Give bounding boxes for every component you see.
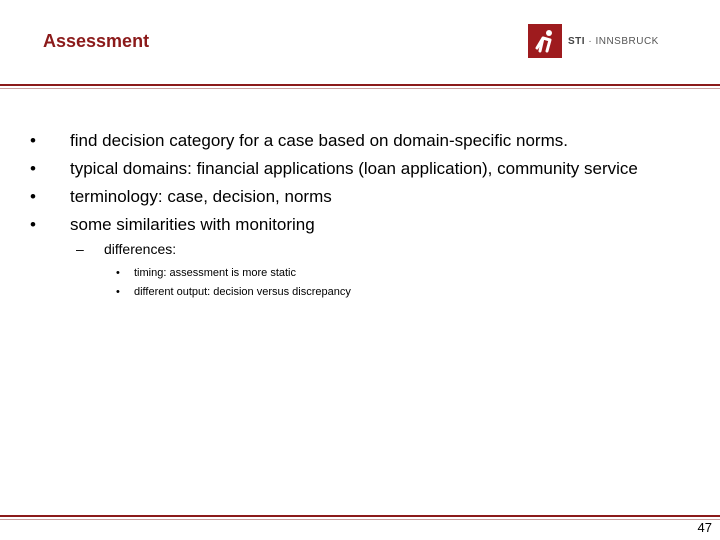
header-rule xyxy=(0,84,720,86)
bullet-list xyxy=(30,130,670,308)
bullet-marker: • xyxy=(116,286,120,298)
bullet-text: find decision category for a case based on domain-specific norms. xyxy=(70,131,568,150)
bullet-marker: • xyxy=(116,267,120,279)
list-item xyxy=(30,214,670,302)
bullet-marker: • xyxy=(30,187,36,206)
logo-location: INNSBRUCK xyxy=(595,35,659,47)
sub-sub-list-item xyxy=(104,264,670,283)
footer-rule xyxy=(0,515,720,517)
slide-title: Assessment xyxy=(43,31,150,51)
logo-brand: STI xyxy=(568,35,586,47)
list-item xyxy=(30,130,670,152)
sub-sub-list xyxy=(104,264,670,302)
sub-sub-item-text: timing: assessment is more static xyxy=(134,267,296,279)
bullet-text: some similarities with monitoring xyxy=(70,215,315,234)
sub-list-item xyxy=(70,240,670,302)
bullet-text: terminology: case, decision, norms xyxy=(70,187,332,206)
logo-separator: · xyxy=(585,35,596,47)
bullet-marker: • xyxy=(30,159,36,178)
sti-innsbruck-logo xyxy=(528,24,659,58)
header-rule-thin xyxy=(0,88,720,89)
dash-marker: – xyxy=(76,241,84,257)
footer-rule-thin xyxy=(0,519,720,520)
sub-list xyxy=(70,240,670,302)
sub-sub-item-text: different output: decision versus discrepancy xyxy=(134,286,351,298)
logo-mark-icon xyxy=(528,24,562,58)
page-number: 47 xyxy=(697,520,712,535)
list-item xyxy=(30,158,670,180)
logo-text xyxy=(568,36,659,47)
list-item xyxy=(30,186,670,208)
bullet-text: typical domains: financial applications (loan application), community service xyxy=(70,159,638,178)
sub-item-text: differences: xyxy=(104,241,177,257)
sub-sub-list-item xyxy=(104,283,670,302)
bullet-marker: • xyxy=(30,215,36,234)
bullet-marker: • xyxy=(30,131,36,150)
